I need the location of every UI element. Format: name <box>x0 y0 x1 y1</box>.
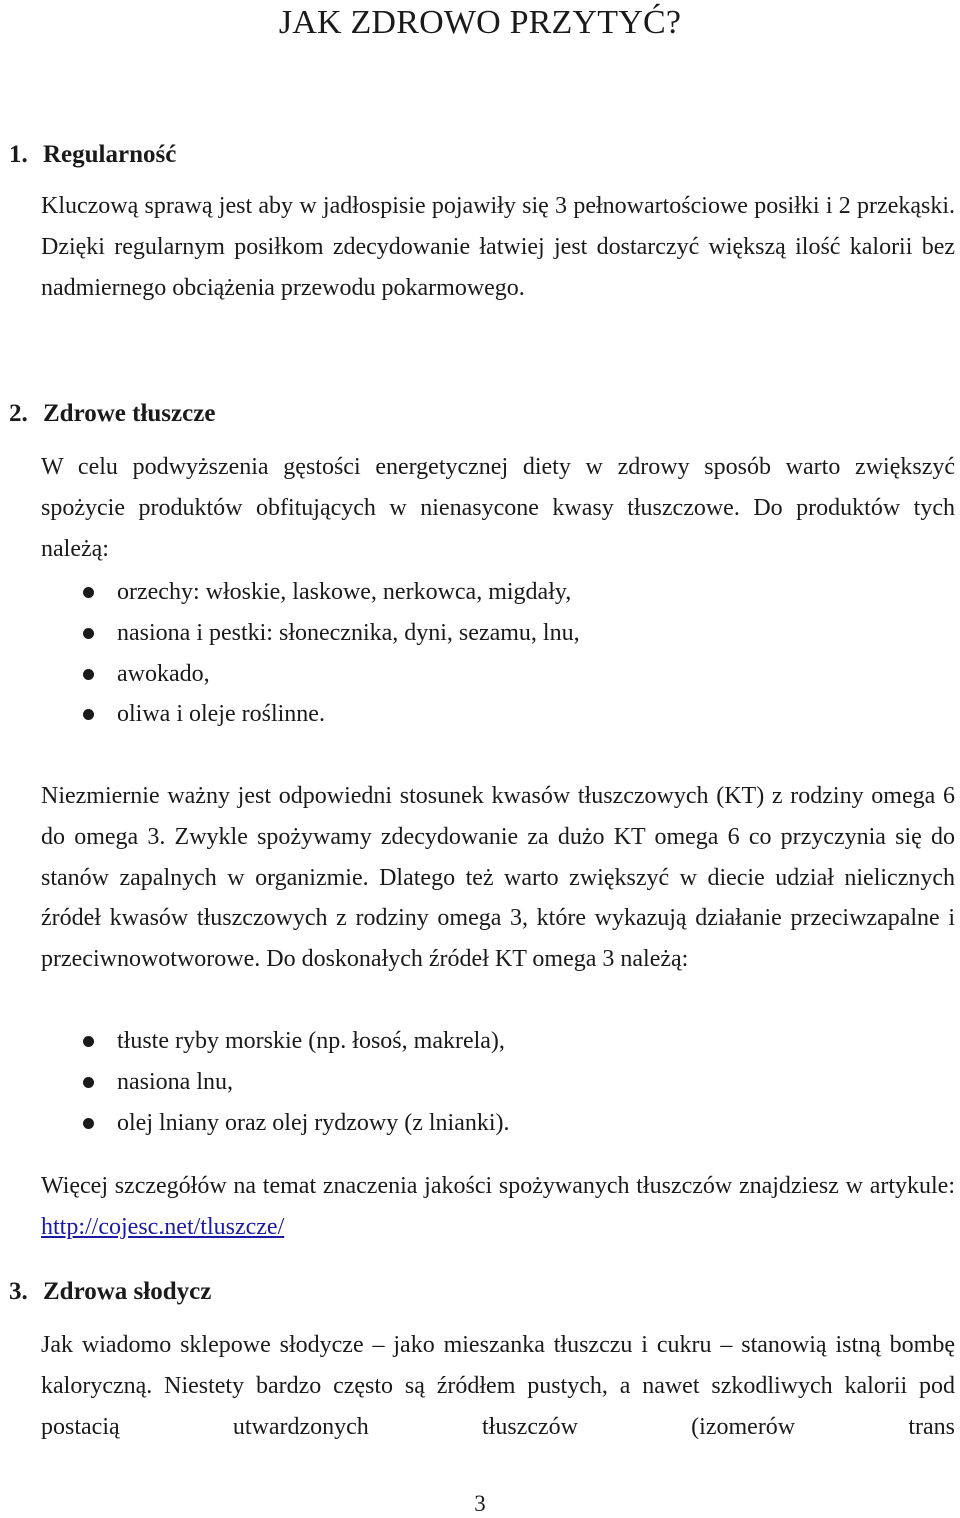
list-item: orzechy: włoskie, laskowe, nerkowca, migdały, <box>41 572 955 613</box>
section-number: 1. <box>9 141 28 168</box>
paragraph-regularnosc: Kluczową sprawą jest aby w jadłospisie pojawiły się 3 pełnowartościowe posiłki i 2 przekąski. Dzięki regularnym posiłkom zdecydowanie łatwiej jest dostarczyć większą ilość kalorii bez nadmiernego obciążenia przewodu pokarmowego. <box>41 193 955 301</box>
section-number: 2. <box>9 400 28 427</box>
bullet-icon <box>83 1036 94 1047</box>
list-omega3-sources <box>41 1021 955 1143</box>
bullet-icon <box>83 628 94 639</box>
paragraph-more-info: Więcej szczegółów na temat znaczenia jakości spożywanych tłuszczów znajdziesz w artykule: http://cojesc.net/tluszcze/ <box>41 1173 955 1240</box>
section-number: 3. <box>9 1278 28 1305</box>
list-unsaturated-fats <box>41 572 955 735</box>
section-heading-zdrowe-tluszcze <box>9 398 216 430</box>
section-title: Zdrowe tłuszcze <box>43 400 216 427</box>
page-number: 3 <box>474 1491 486 1516</box>
section-heading-regularnosc <box>9 139 177 171</box>
bullet-icon <box>83 587 94 598</box>
list-item: awokado, <box>41 654 955 695</box>
list-item: nasiona lnu, <box>41 1062 955 1103</box>
page-title: JAK ZDROWO PRZYTYĆ? <box>278 4 682 41</box>
list-item: olej lniany oraz olej rydzowy (z lnianki). <box>41 1103 955 1144</box>
bullet-icon <box>83 1077 94 1088</box>
list-item: tłuste ryby morskie (np. łosoś, makrela), <box>41 1021 955 1062</box>
section-title: Zdrowa słodycz <box>43 1278 212 1305</box>
section-title: Regularność <box>43 141 177 168</box>
paragraph-omega: Niezmiernie ważny jest odpowiedni stosunek kwasów tłuszczowych (KT) z rodziny omega 6 do omega 3. Zwykle spożywamy zdecydowanie za dużo KT omega 6 co przyczynia się do stanów zapalnych w organizmie. Dlatego też warto zwiększyć w diecie udział nielicznych źródeł kwasów tłuszczowych z rodziny omega 3, które wykazują działanie przeciwzapalne i przeciwnowotworowe. Do doskonałych źródeł KT omega 3 należą: <box>41 783 955 973</box>
paragraph-slodycz: Jak wiadomo sklepowe słodycze – jako mieszanka tłuszczu i cukru – stanowią istną bombę kaloryczną. Niestety bardzo często są źródłem pustych, a nawet szkodliwych kalorii pod postacią utwardzonych tłuszczów (izomerów trans <box>41 1332 955 1440</box>
article-link[interactable]: http://cojesc.net/tluszcze/ <box>41 1213 285 1240</box>
list-item: oliwa i oleje roślinne. <box>41 694 955 735</box>
section-heading-zdrowa-slodycz <box>9 1276 212 1308</box>
paragraph-tluszcze-intro: W celu podwyższenia gęstości energetycznej diety w zdrowy sposób warto zwiększyć spożycie produktów obfitujących w nienasycone kwasy tłuszczowe. Do produktów tych należą: <box>41 454 955 562</box>
bullet-icon <box>83 669 94 680</box>
bullet-icon <box>83 1118 94 1129</box>
list-item: nasiona i pestki: słonecznika, dyni, sezamu, lnu, <box>41 613 955 654</box>
bullet-icon <box>83 709 94 720</box>
